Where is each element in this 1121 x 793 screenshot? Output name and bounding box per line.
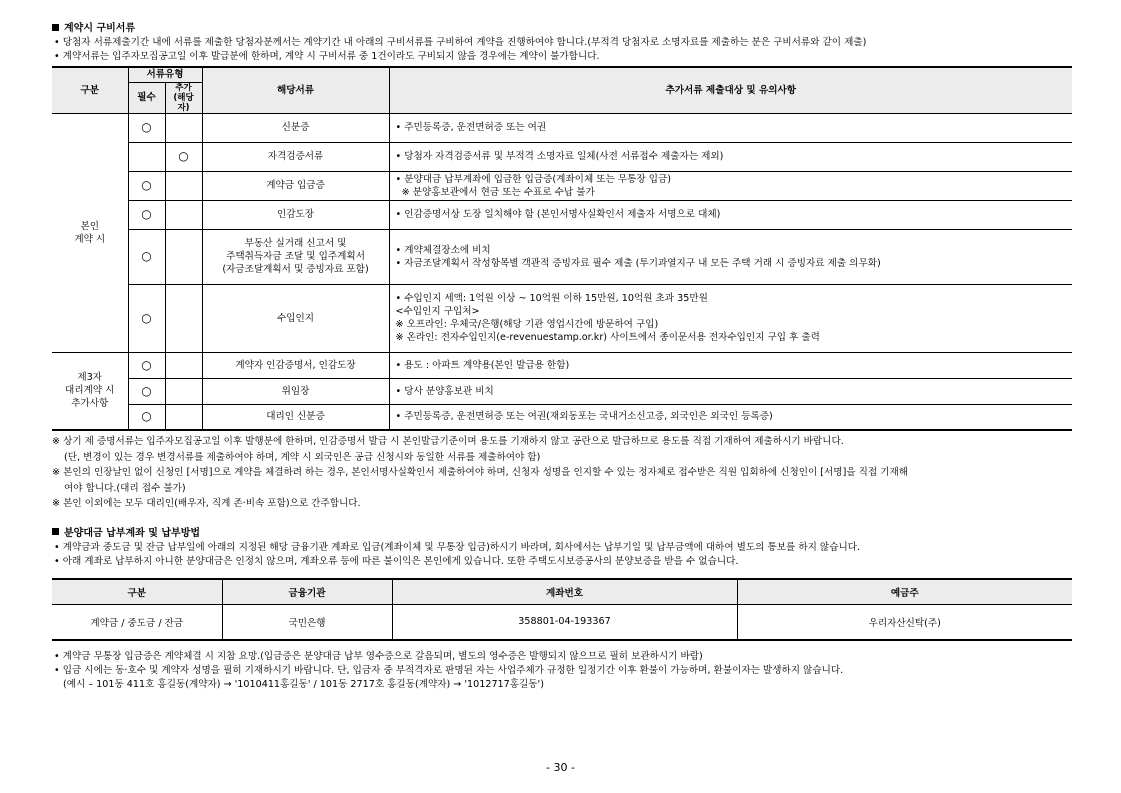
header-doc-type: 서류유형 <box>128 67 202 82</box>
note-text: ※ 본인의 인장날인 없이 신청인 [서명]으로 계약을 체결하려 하는 경우, 본인서명사실확인서 제출하여야 하며, 신청자 성명을 인지할 수 있는 정자체로 접수받은 직원 입회하에 신청인이 [서명]을 직접 기재해 <box>52 467 909 478</box>
header-notes: 추가서류 제출대상 및 유의사항 <box>389 67 1072 113</box>
required-mark: ○ <box>128 171 165 200</box>
square-bullet-icon <box>52 24 59 31</box>
table-row <box>52 113 1072 142</box>
header-bank: 금융기관 <box>222 579 392 605</box>
account-number-cell: 358801-04-193367 <box>392 604 737 640</box>
section-title-contract-docs: 계약시 구비서류 <box>52 22 1072 36</box>
page-number: - 30 - <box>546 761 575 774</box>
document-notes: • 수입인지 세액: 1억원 이상 ~ 10억원 이하 15만원, 10억원 초과 35만원 <수입인지 구입처> ※ 오프라인: 우체국/은행(해당 기관 영업시간에 방문하여 구입) ※ 온라인: 전자수입인지(e-revenuestamp.or.kr) 사이트에서 종이문서용 전자수입인지 구입 후 출력 <box>389 284 1072 352</box>
required-mark: ○ <box>128 404 165 430</box>
table-row <box>52 284 1072 352</box>
header-account-number: 계좌번호 <box>392 579 737 605</box>
section-title-payment: 분양대금 납부계좌 및 납부방법 <box>52 527 1072 541</box>
document-page <box>52 22 1072 692</box>
required-mark: ○ <box>128 378 165 404</box>
square-bullet-icon <box>52 528 59 535</box>
extra-mark <box>165 229 202 284</box>
required-mark: ○ <box>128 229 165 284</box>
document-notes: • 당첨자 자격검증서류 및 부적격 소명자료 일체(사전 서류접수 제출자는 제외) <box>389 142 1072 171</box>
table-row <box>52 171 1072 200</box>
extra-mark <box>165 171 202 200</box>
document-name: 부동산 실거래 신고서 및 주택취득자금 조달 및 입주계획서 (자금조달계획서 및 증빙자료 포함) <box>202 229 389 284</box>
header-required: 필수 <box>128 82 165 113</box>
note-text: ※ 상기 제 증명서류는 입주자모집공고일 이후 발행분에 한하며, 인감증명서 발급 시 본인발급기준이며 용도를 기재하지 않고 공란으로 발급하므로 용도를 직접 기재하여 제출하시기 바랍니다. <box>52 436 844 447</box>
document-name: 자격검증서류 <box>202 142 389 171</box>
payment-account-table <box>52 578 1072 641</box>
group-label-self: 본인 계약 시 <box>52 113 128 352</box>
required-mark: ○ <box>128 352 165 378</box>
required-mark <box>128 142 165 171</box>
note-text: 여야 합니다.(대리 접수 불가) <box>64 482 186 494</box>
bullet-text: • 계약서류는 입주자모집공고일 이후 발급분에 한하며, 계약 시 구비서류 중 1건이라도 구비되지 않을 경우에는 계약이 불가합니다. <box>52 50 1072 64</box>
required-mark: ○ <box>128 284 165 352</box>
document-notes: • 분양대금 납부계좌에 입금한 입금증(계좌이체 또는 무통장 입금) ※ 분양홍보관에서 현금 또는 수표로 수납 불가 <box>389 171 1072 200</box>
note-text: ※ 본인 이외에는 모두 대리인(배우자, 직계 존·비속 포함)으로 간주합니다. <box>52 498 361 509</box>
bullet-text: • 계약금과 중도금 및 잔금 납부일에 아래의 지정된 해당 금융기관 계좌로 입금(계좌이체 및 무통장 입금)하시기 바라며, 회사에서는 납부기일 및 납부금액에 대하여 별도의 통보를 하지 않습니다. <box>52 541 1072 555</box>
table-row <box>52 229 1072 284</box>
document-notes: • 계약체결장소에 비치 • 자금조달계획서 작성항목별 객관적 증빙자료 필수 제출 (투기과열지구 내 모든 주택 거래 시 증빙자료 제출 의무화) <box>389 229 1072 284</box>
document-name: 위임장 <box>202 378 389 404</box>
extra-mark <box>165 404 202 430</box>
table-row <box>52 404 1072 430</box>
document-notes: • 주민등록증, 운전면허증 또는 여권 <box>389 113 1072 142</box>
document-notes: • 당사 분양홍보관 비치 <box>389 378 1072 404</box>
example-text: (예시 – 101동 411호 홍길동(계약자) → '1010411홍길동' / 101동 2717호 홍길동(계약자) → '1012717홍길동') <box>63 678 544 690</box>
header-account-holder: 예금주 <box>737 579 1072 605</box>
header-category: 구분 <box>52 579 222 605</box>
account-holder-cell: 우리자산신탁(주) <box>737 604 1072 640</box>
header-document: 해당서류 <box>202 67 389 113</box>
extra-mark <box>165 352 202 378</box>
extra-mark: ○ <box>165 142 202 171</box>
table-row <box>52 200 1072 229</box>
bank-cell: 국민은행 <box>222 604 392 640</box>
table-row <box>52 378 1072 404</box>
extra-mark <box>165 200 202 229</box>
document-name: 신분증 <box>202 113 389 142</box>
table-row <box>52 142 1072 171</box>
extra-mark <box>165 284 202 352</box>
extra-mark <box>165 378 202 404</box>
document-notes: • 주민등록증, 운전면허증 또는 여권(재외동포는 국내거소신고증, 외국인은 외국인 등록증) <box>389 404 1072 430</box>
document-name: 계약금 입금증 <box>202 171 389 200</box>
required-documents-table <box>52 66 1072 431</box>
bullet-text: • 당첨자 서류제출기간 내에 서류를 제출한 당첨자분께서는 계약기간 내 아래의 구비서류를 구비하여 계약을 진행하여야 합니다.(부적격 당첨자로 소명자료를 제출하는 분은 구비서류와 같이 제출) <box>52 36 1072 50</box>
table-row <box>52 352 1072 378</box>
document-name: 대리인 신분증 <box>202 404 389 430</box>
document-name: 수입인지 <box>202 284 389 352</box>
note-text: (단, 변경이 있는 경우 변경서류를 제출하여야 하며, 계약 시 외국인은 공급 신청시와 동일한 서류를 제출하여야 함) <box>64 451 541 463</box>
payment-type-cell: 계약금 / 중도금 / 잔금 <box>52 604 222 640</box>
document-notes: • 용도 : 아파트 계약용(본인 발급용 한함) <box>389 352 1072 378</box>
document-name: 계약자 인감증명서, 인감도장 <box>202 352 389 378</box>
document-notes: • 인감증명서상 도장 일치해야 함 (본인서명사실확인서 제출자 서명으로 대체) <box>389 200 1072 229</box>
extra-mark <box>165 113 202 142</box>
bullet-text: • 계약금 무통장 입금증은 계약체결 시 지참 요망.(입금증은 분양대금 납부 영수증으로 갈음되며, 별도의 영수증은 발행되지 않으므로 필히 보관하시기 바람) <box>52 650 1072 664</box>
bullet-text: • 아래 계좌로 납부하지 아니한 분양대금은 인정치 않으며, 계좌오류 등에 따른 불이익은 본인에게 있습니다. 또한 주택도시보증공사의 분양보증을 받을 수 없습니다. <box>52 555 1072 569</box>
bullet-text: • 입금 시에는 동·호수 및 계약자 성명을 필히 기재하시기 바랍니다. 단, 입금자 중 부적격자로 판명된 자는 사업주체가 규정한 일정기간 이후 환불이 가능하며, 환불이자는 발생하지 않습니다. <box>52 664 1072 678</box>
required-mark: ○ <box>128 200 165 229</box>
document-name: 인감도장 <box>202 200 389 229</box>
header-category: 구분 <box>52 67 128 113</box>
header-extra: 추가 (해당자) <box>165 82 202 113</box>
group-label-proxy: 제3자 대리계약 시 추가사항 <box>52 352 128 430</box>
required-mark: ○ <box>128 113 165 142</box>
